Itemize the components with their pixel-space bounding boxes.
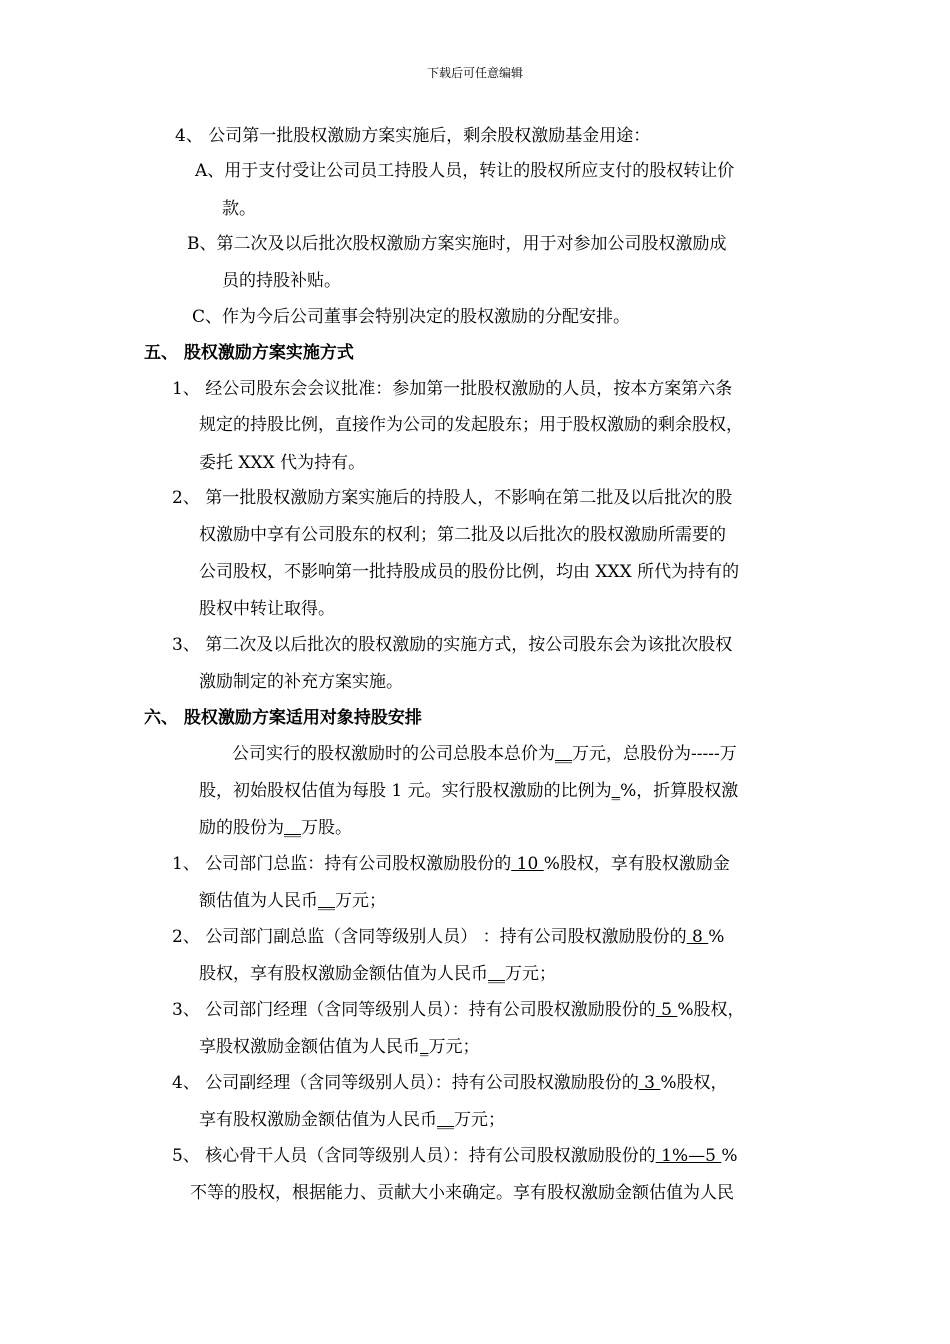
text-segment: 3、 公司部门经理（含同等级别人员）：持有公司股权激励股份的 xyxy=(172,1000,656,1020)
text-segment: 万元； xyxy=(428,1037,480,1057)
text-line xyxy=(172,853,730,875)
blank-field: 1%—5 xyxy=(655,1146,722,1166)
text-line: 权激励中享有公司股东的权利；第二批及以后批次的股权激励所需要的 xyxy=(199,525,726,545)
text-line xyxy=(199,1109,505,1131)
blank-field: 8 xyxy=(686,927,709,947)
text-line xyxy=(199,890,386,912)
text-line xyxy=(199,1036,480,1058)
text-line: B、第二次及以后批次股权激励方案实施时，用于对参加公司股权激励成 xyxy=(187,234,727,254)
text-segment: % xyxy=(721,1146,738,1166)
blank-field: _ xyxy=(611,781,621,801)
text-segment: 4、 公司副经理（含同等级别人员）：持有公司股权激励股份的 xyxy=(172,1073,639,1093)
text-line: 员的持股补贴。 xyxy=(222,271,341,291)
text-line: 4、 公司第一批股权激励方案实施后，剩余股权激励基金用途： xyxy=(175,126,651,146)
text-segment: 额估值为人民币 xyxy=(199,891,318,911)
section-heading: 五、 股权激励方案实施方式 xyxy=(144,343,354,363)
text-line: C、作为今后公司董事会特别决定的股权激励的分配安排。 xyxy=(192,307,631,327)
text-line: 不等的股权，根据能力、贡献大小来确定。享有股权激励金额估值为人民 xyxy=(190,1183,734,1203)
text-segment: %股权， xyxy=(677,1000,745,1020)
text-line: 3、 第二次及以后批次的股权激励的实施方式，按公司股东会为该批次股权 xyxy=(172,635,733,655)
text-segment: %股权，享有股权激励金 xyxy=(543,854,730,874)
text-segment: 股，初始股权估值为每股 1 元。实行股权激励的比例为 xyxy=(199,781,612,801)
blank-field: 3 xyxy=(638,1073,661,1093)
text-segment: 2、 公司部门副总监（含同等级别人员） ：持有公司股权激励股份的 xyxy=(172,927,687,947)
text-segment: %股权， xyxy=(660,1073,728,1093)
text-line: 1、 经公司股东会会议批准：参加第一批股权激励的人员，按本方案第六条 xyxy=(172,379,733,399)
text-line: 2、 第一批股权激励方案实施后的持股人，不影响在第二批及以后批次的股 xyxy=(172,488,733,508)
text-line xyxy=(199,780,738,802)
blank-field: _ xyxy=(420,1037,429,1057)
text-line: A、用于支付受让公司员工持股人员，转让的股权所应支付的股权转让价 xyxy=(195,161,735,181)
text-line xyxy=(172,999,745,1021)
text-segment: 励的股份为 xyxy=(199,818,284,838)
text-segment: 享有股权激励金额估值为人民币 xyxy=(199,1110,437,1130)
text-segment: 万元，总股份为-----万 xyxy=(572,744,737,764)
text-line xyxy=(172,1145,737,1167)
text-segment: 5、 核心骨干人员（含同等级别人员）：持有公司股权激励股份的 xyxy=(172,1146,656,1166)
text-line: 股权中转让取得。 xyxy=(199,599,335,619)
text-line: 款。 xyxy=(222,199,256,219)
blank-field: __ xyxy=(555,744,572,764)
text-segment: % xyxy=(708,927,725,947)
blank-field: __ xyxy=(284,818,301,838)
blank-field: __ xyxy=(437,1110,454,1130)
text-segment: 公司实行的股权激励时的公司总股本总价为 xyxy=(232,744,555,764)
blank-field: 5 xyxy=(655,1000,678,1020)
text-line xyxy=(232,743,737,765)
text-segment: 万元； xyxy=(505,964,556,984)
text-segment: 享股权激励金额估值为人民币 xyxy=(199,1037,420,1057)
blank-field: __ xyxy=(488,964,505,984)
text-segment: 万元； xyxy=(335,891,386,911)
text-line xyxy=(199,817,352,839)
section-heading: 六、 股权激励方案适用对象持股安排 xyxy=(144,708,422,728)
text-segment: 万股。 xyxy=(301,818,352,838)
blank-field: 10 xyxy=(511,854,544,874)
text-line: 委托 XXX 代为持有。 xyxy=(199,453,366,473)
text-segment: 1、 公司部门总监：持有公司股权激励股份的 xyxy=(172,854,512,874)
text-segment: 万元； xyxy=(454,1110,505,1130)
text-line xyxy=(199,963,556,985)
text-segment: %，折算股权激 xyxy=(620,781,739,801)
text-line: 规定的持股比例，直接作为公司的发起股东；用于股权激励的剩余股权， xyxy=(199,415,743,435)
blank-field: __ xyxy=(318,891,335,911)
text-line: 激励制定的补充方案实施。 xyxy=(199,672,403,692)
text-line: 公司股权，不影响第一批持股成员的股份比例，均由 XXX 所代为持有的 xyxy=(199,562,740,582)
page-header-note: 下载后可任意编辑 xyxy=(426,66,523,80)
text-segment: 股权，享有股权激励金额估值为人民币 xyxy=(199,964,488,984)
text-line xyxy=(172,1072,728,1094)
text-line xyxy=(172,926,724,948)
